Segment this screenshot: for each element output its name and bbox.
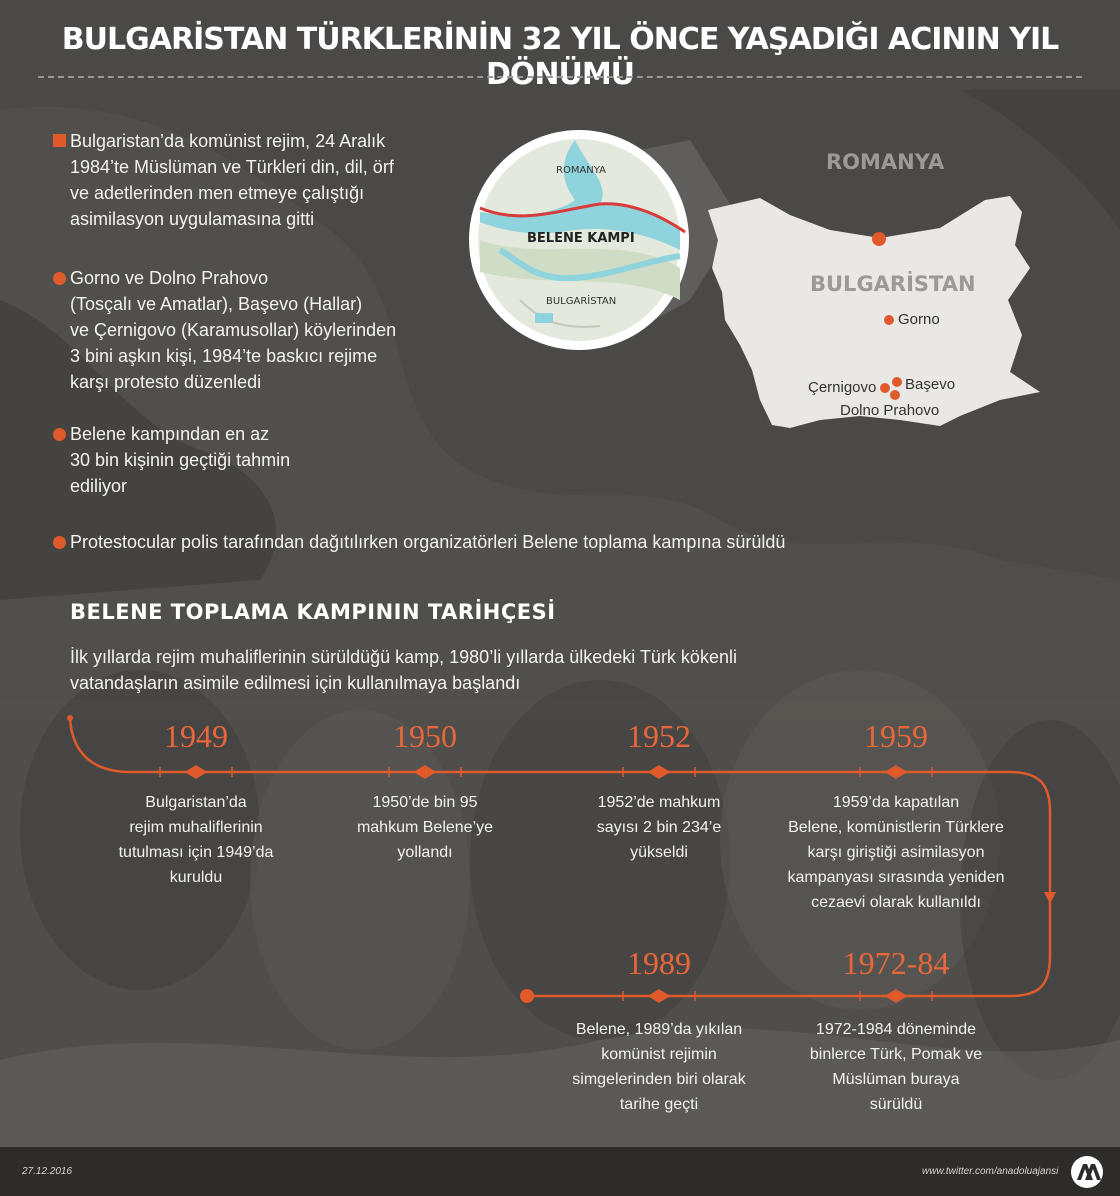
bulgaria-label: BULGARİSTAN: [810, 272, 976, 296]
romania-label: ROMANYA: [826, 150, 945, 174]
event-1950: 1950’de bin 95 mahkum Belene’ye yollandı: [356, 794, 494, 861]
year-1989: 1989: [627, 945, 691, 981]
city-basevo: Başevo: [905, 376, 956, 393]
fact-2: Gorno ve Dolno Prahovo (Tosçalı ve Amatlar), Başevo (Hallar) ve Çernigovo (Karamusollar) köylerinden 3 bini aşkın kişi, 1984’te baskıcı rejime karşı protesto düzenledi: [70, 268, 397, 392]
inset-romania-label: ROMANYA: [556, 165, 606, 176]
fact-3: Belene kampından en az 30 bin kişinin geçtiği tahmin ediliyor: [70, 424, 291, 496]
year-1952: 1952: [627, 718, 691, 754]
timeline-end-marker: [520, 989, 534, 1003]
history-description: İlk yıllarda rejim muhaliflerinin sürüldüğü kamp, 1980’li yıllarda ülkedeki Türk kökenli vatandaşların asimile edilmesi için kullanılmaya başlandı: [70, 647, 737, 693]
city-cernigovo: Çernigovo: [808, 379, 877, 396]
event-1972-84: 1972-1984 döneminde binlerce Türk, Pomak ve Müslüman buraya sürüldü: [809, 1021, 983, 1113]
event-1959: 1959’da kapatılan Belene, komünistlerin Türklere karşı giriştiği asimilasyon kampanyası sırasında yeniden cezaevi olarak kullanıldı: [787, 794, 1005, 911]
year-1950: 1950: [393, 718, 457, 754]
year-1949: 1949: [164, 718, 228, 754]
timeline-arrow-icon: [1044, 892, 1056, 904]
history-title: BELENE TOPLAMA KAMPININ TARİHÇESİ: [70, 600, 556, 624]
event-1989: Belene, 1989’da yıkılan komünist rejimin simgelerinden biri olarak tarihe geçti: [572, 1021, 746, 1113]
ornament-1950: [389, 766, 461, 778]
city-dolno: Dolno Prahovo: [840, 402, 940, 419]
fact-4: Protestocular polis tarafından dağıtılırken organizatörleri Belene toplama kampına sürüldü: [70, 532, 786, 552]
event-1952: 1952’de mahkum sayısı 2 bin 234’e yükseldi: [596, 794, 722, 861]
inset-camp-label: BELENE KAMPI: [527, 231, 635, 246]
ornament-1952: [623, 766, 695, 778]
anadolu-logo-icon: [1070, 1155, 1104, 1189]
ornament-1989: [623, 990, 695, 1002]
event-1949: Bulgaristan’da rejim muhaliflerinin tutulması için 1949’da kuruldu: [118, 794, 274, 886]
fact-1: Bulgaristan’da komünist rejim, 24 Aralık 1984’te Müslüman ve Türkleri din, dil, örf ve adetlerinden men etmeye çalıştığı asimilasyon uygulamasına gitti: [70, 131, 394, 229]
twitter-link[interactable]: www.twitter.com/anadoluajansi: [922, 1166, 1059, 1177]
ornament-1949: [160, 766, 232, 778]
inset-bulgaria-label: BULGARİSTAN: [546, 296, 617, 307]
year-1972-84: 1972-84: [842, 945, 950, 981]
ornament-1959: [860, 766, 932, 778]
ornament-1972-84: [860, 990, 932, 1002]
page-title: BULGARİSTAN TÜRKLERİNİN 32 YIL ÖNCE YAŞADIĞI ACININ YIL DÖNÜMÜ: [61, 22, 1059, 92]
city-gorno: Gorno: [898, 311, 940, 328]
footer-date: 27.12.2016: [22, 1166, 73, 1177]
year-1959: 1959: [864, 718, 928, 754]
